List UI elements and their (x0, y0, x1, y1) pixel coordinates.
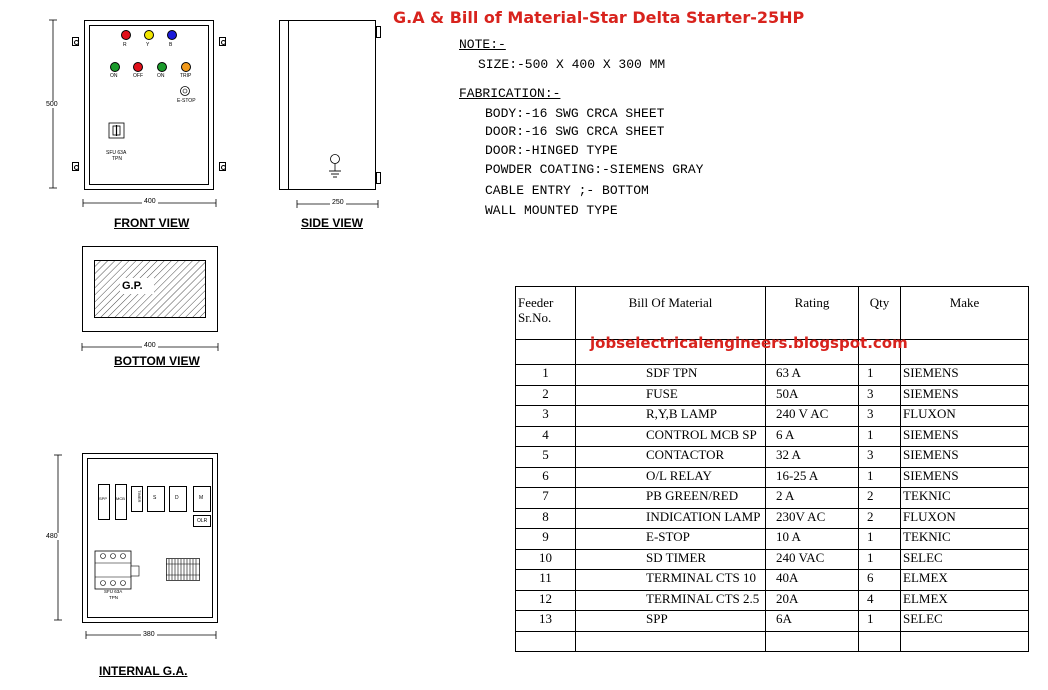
cell-item: SPP (576, 611, 766, 632)
cell-make: SELEC (901, 611, 1029, 632)
cell-make: TEKNIC (901, 529, 1029, 550)
table-row (516, 488, 1029, 509)
col-header-rating: Rating (766, 287, 859, 340)
col-header-item: Bill Of Material (576, 287, 766, 340)
drawing-title: G.A & Bill of Material-Star Delta Starter-25HP (393, 8, 805, 27)
note-heading: NOTE:- (459, 37, 506, 52)
fabrication-line: BODY:-16 SWG CRCA SHEET (485, 106, 665, 121)
cell-make: SIEMENS (901, 447, 1029, 468)
cell-item: R,Y,B LAMP (576, 406, 766, 427)
internal-sfu-type-label: TPN (109, 595, 118, 600)
table-row (516, 549, 1029, 570)
cell-rating: 40A (766, 570, 859, 591)
cell-qty: 1 (859, 365, 901, 386)
contactor-m-label: M (199, 495, 204, 501)
cell-rating: 50A (766, 385, 859, 406)
cell-item: SDF TPN (576, 365, 766, 386)
cell-item: INDICATION LAMP (576, 508, 766, 529)
mcb-label: MCB (116, 496, 125, 501)
cell-item: E-STOP (576, 529, 766, 550)
cell-qty: 1 (859, 549, 901, 570)
cell-item: O/L RELAY (576, 467, 766, 488)
lamp-b-icon (167, 30, 177, 40)
cell-item: SD TIMER (576, 549, 766, 570)
cell-make: SIEMENS (901, 467, 1029, 488)
cell-rating: 20A (766, 590, 859, 611)
cell-sr: 6 (516, 467, 576, 488)
pb-off-label: OFF (133, 73, 143, 79)
table-row (516, 508, 1029, 529)
cell-item: FUSE (576, 385, 766, 406)
cell-qty: 1 (859, 611, 901, 632)
cell-qty: 3 (859, 385, 901, 406)
cell-sr: 2 (516, 385, 576, 406)
internal-height-label: 480 (46, 533, 58, 540)
col-header-sr (516, 287, 576, 340)
table-row (516, 570, 1029, 591)
cell-qty: 2 (859, 488, 901, 509)
fabrication-line: DOOR:-HINGED TYPE (485, 143, 618, 158)
internal-panel (82, 453, 218, 623)
bottom-view-label: BOTTOM VIEW (114, 354, 200, 368)
table-row (516, 529, 1029, 550)
gland-plate-hatch (94, 260, 206, 318)
gland-plate-label: G.P. (122, 280, 143, 292)
col-header-sr-line1: Feeder (518, 295, 554, 310)
pb-on-label: ON (110, 73, 118, 79)
cell-item: PB GREEN/RED (576, 488, 766, 509)
side-view-label: SIDE VIEW (301, 216, 364, 230)
cell-rating: 2 A (766, 488, 859, 509)
table-row (516, 406, 1029, 427)
cell-sr: 13 (516, 611, 576, 632)
cell-make: SIEMENS (901, 365, 1029, 386)
lamp-y-label: Y (146, 42, 150, 48)
hinge-icon (219, 37, 226, 46)
contactor-d-label: D (175, 495, 179, 501)
cell-rating: 63 A (766, 365, 859, 386)
lamp-on-label: ON (157, 73, 165, 79)
side-door-edge (288, 20, 289, 190)
internal-ga-label: INTERNAL G.A. (99, 664, 188, 678)
cell-qty: 1 (859, 467, 901, 488)
timer-label: TIMER (137, 490, 142, 503)
table-row (516, 385, 1029, 406)
bom-blank-row (516, 631, 1029, 652)
estop-label: E-STOP (177, 98, 196, 104)
lamp-on-icon (157, 62, 167, 72)
fabrication-line: CABLE ENTRY ;- BOTTOM (485, 183, 649, 198)
cell-rating: 240 V AC (766, 406, 859, 427)
front-panel-inner-border (89, 25, 209, 185)
table-row (516, 467, 1029, 488)
cell-rating: 6 A (766, 426, 859, 447)
col-header-sr-line2: Sr.No. (518, 310, 552, 325)
cell-qty: 1 (859, 426, 901, 447)
spp-device (98, 484, 110, 520)
bom-body (516, 365, 1029, 632)
table-row (516, 611, 1029, 632)
fabrication-line: DOOR:-16 SWG CRCA SHEET (485, 124, 665, 139)
lamp-trip-icon (181, 62, 191, 72)
mcb-device (115, 484, 127, 520)
col-header-make: Make (901, 287, 1029, 340)
cell-qty: 6 (859, 570, 901, 591)
cell-sr: 9 (516, 529, 576, 550)
earth-icon (326, 153, 344, 185)
blog-watermark: jobselectricalengineers.blogspot.com (590, 334, 908, 352)
cell-item: TERMINAL CTS 10 (576, 570, 766, 591)
side-bracket (376, 26, 381, 38)
front-width-label: 400 (144, 198, 156, 205)
cell-make: FLUXON (901, 508, 1029, 529)
cell-make: ELMEX (901, 570, 1029, 591)
pb-on-icon (110, 62, 120, 72)
side-depth-label: 250 (332, 199, 344, 206)
cell-sr: 4 (516, 426, 576, 447)
sfu-label: SFU 63A (106, 150, 127, 156)
sfu-type-label: TPN (112, 156, 122, 162)
cell-rating: 32 A (766, 447, 859, 468)
cell-make: ELMEX (901, 590, 1029, 611)
estop-icon (179, 85, 191, 97)
cell-make: TEKNIC (901, 488, 1029, 509)
olr-label: OLR (197, 518, 208, 524)
lamp-trip-label: TRIP (180, 73, 192, 79)
contactor-s-label: S (153, 495, 157, 501)
cell-rating: 240 VAC (766, 549, 859, 570)
cell-sr: 5 (516, 447, 576, 468)
lamp-b-label: B (169, 42, 173, 48)
side-bracket (376, 172, 381, 184)
cell-sr: 1 (516, 365, 576, 386)
internal-mounting-plate (87, 458, 213, 618)
cell-sr: 3 (516, 406, 576, 427)
cell-sr: 10 (516, 549, 576, 570)
cell-item: CONTROL MCB SP (576, 426, 766, 447)
fabrication-heading: FABRICATION:- (459, 86, 561, 101)
table-row (516, 447, 1029, 468)
cell-sr: 7 (516, 488, 576, 509)
lamp-y-icon (144, 30, 154, 40)
cell-make: FLUXON (901, 406, 1029, 427)
spp-label: SPP (99, 496, 108, 501)
fabrication-line: POWDER COATING:-SIEMENS GRAY (485, 162, 704, 177)
cell-item: TERMINAL CTS 2.5 (576, 590, 766, 611)
cell-make: SIEMENS (901, 385, 1029, 406)
cell-rating: 10 A (766, 529, 859, 550)
internal-width-label: 380 (143, 631, 155, 638)
sfu-switch-icon (94, 550, 142, 592)
cell-qty: 4 (859, 590, 901, 611)
lamp-r-label: R (123, 42, 127, 48)
lamp-r-icon (121, 30, 131, 40)
cell-rating: 16-25 A (766, 467, 859, 488)
cell-make: SELEC (901, 549, 1029, 570)
pb-off-icon (133, 62, 143, 72)
sfu-handle-icon (108, 122, 126, 140)
cell-qty: 2 (859, 508, 901, 529)
cell-qty: 3 (859, 406, 901, 427)
cell-sr: 8 (516, 508, 576, 529)
bottom-width-label: 400 (144, 342, 156, 349)
hinge-icon (219, 162, 226, 171)
internal-sfu-label: SFU 63A (104, 589, 123, 594)
bom-header-row (516, 287, 1029, 340)
cell-sr: 11 (516, 570, 576, 591)
cell-rating: 230V AC (766, 508, 859, 529)
front-view-label: FRONT VIEW (114, 216, 190, 230)
hinge-icon (72, 37, 79, 46)
table-row (516, 365, 1029, 386)
terminal-strip-icon (166, 558, 200, 582)
note-size: SIZE:-500 X 400 X 300 MM (478, 57, 666, 72)
cell-make: SIEMENS (901, 426, 1029, 447)
fabrication-line: WALL MOUNTED TYPE (485, 203, 618, 218)
cell-qty: 1 (859, 529, 901, 550)
cell-sr: 12 (516, 590, 576, 611)
cell-rating: 6A (766, 611, 859, 632)
cell-qty: 3 (859, 447, 901, 468)
col-header-qty: Qty (859, 287, 901, 340)
front-height-label: 500 (46, 101, 58, 108)
table-row (516, 426, 1029, 447)
table-row (516, 590, 1029, 611)
hinge-icon (72, 162, 79, 171)
cell-item: CONTACTOR (576, 447, 766, 468)
